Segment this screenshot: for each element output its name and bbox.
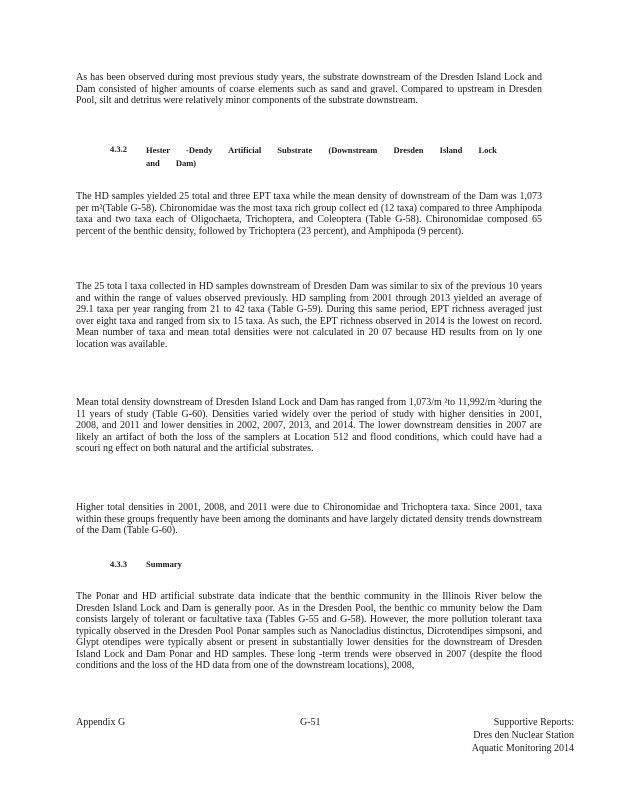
section-heading-hester-dendy: Hester -Dendy Artificial Substrate (Downstream Dresden Island Lock and Dam) — [146, 145, 497, 168]
section-heading-summary: Summary — [146, 559, 182, 569]
section-number-4-3-2: 4.3.2 — [110, 144, 127, 154]
paragraph-substrate: As has been observed during most previous study years, the substrate downstream of the Dresden Island Lock and Dam consisted of higher amounts of coarse elements such as sand and gravel. Compared to upstream in Dresden Pool, silt and detritus were relatively minor components of the substrate downstream. — [76, 72, 542, 106]
paragraph-density: Mean total density downstream of Dresden Island Lock and Dam has ranged from 1,073/m ²to 11,992/m ²during the 11 years of study (Table G-60). Densities varied widely over the period of study with higher densities in 2001, 2008, and 2011 and lower densities in 2002, 2007, 2013, and 2014. The lower downstream densities in 2007 are likely an artifact of both the loss of the samplers at Location 512 and flood conditions, which could have had a scouri ng effect on both natural and the artificial substrates. — [76, 397, 542, 454]
paragraph-hd-samples: The HD samples yielded 25 total and three EPT taxa while the mean density of downstream of the Dam was 1,073 per m²(Table G-58). Chironomidae was the most taxa rich group collect ed (12 taxa) compared to three Amphipoda taxa and two taxa each of Oligochaeta, Trichoptera, and Coleoptera (Table G-58). Chironomidae composed 65 percent of the benthic density, followed by Trichoptera (23 percent), and Amphipoda (9 percent). — [76, 191, 542, 237]
footer-appendix: Appendix G — [76, 717, 126, 728]
footer-report-title: Supportive Reports: Dres den Nuclear Station Aquatic Monitoring 2014 — [471, 717, 574, 754]
footer-page-number: G-51 — [300, 717, 321, 728]
paragraph-higher-densities: Higher total densities in 2001, 2008, and 2011 were due to Chironomidae and Trichoptera taxa. Since 2001, taxa within these groups frequently have been among the dominants and have largely dictated density trends downstream of the Dam (Table G-60). — [76, 502, 542, 536]
paragraph-taxa-richness: The 25 tota l taxa collected in HD samples downstream of Dresden Dam was similar to six of the previous 10 years and within the range of values observed previously. HD sampling from 2001 through 2013 yielded an average of 29.1 taxa per year ranging from 21 to 42 taxa (Table G-59). During this same period, EPT richness averaged just over eight taxa and ranged from six to 15 taxa. As such, the EPT richness observed in 2014 is the lowest on record. Mean number of taxa and mean total densities were not calculated in 20 07 because HD results from on ly one location was available. — [76, 281, 542, 350]
paragraph-summary: The Ponar and HD artificial substrate data indicate that the benthic community in the Illinois River below the Dresden Island Lock and Dam is generally poor. As in the Dresden Pool, the benthic co mmunity below the Dam consists largely of tolerant or facultative taxa (Tables G-55 and G-58). However, the more pollution tolerant taxa typically observed in the Dresden Pool Ponar samples such as Nanocladius distinctus, Dicrotendipes simpsoni, and Glypt otendipes were typically absent or present in substantially lower densities for the downstream of Dresden Island Lock and Dam Ponar and HD samples. These long -term trends were observed in 2007 (despite the flood conditions and the loss of the HD data from one of the downstream locations), 2008, — [76, 591, 542, 671]
section-number-4-3-3: 4.3.3 — [110, 559, 127, 569]
